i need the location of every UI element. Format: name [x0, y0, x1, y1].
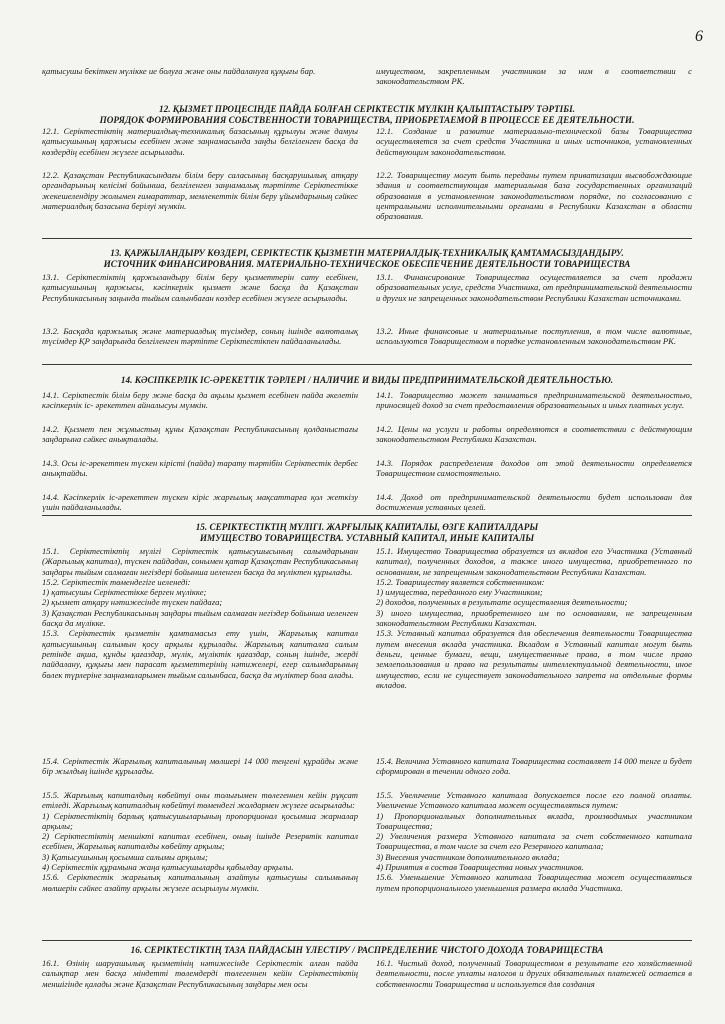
- section-12-row-2: [42, 170, 692, 221]
- paragraph-ru: 14.4. Доход от предпринимательской деятельности будет использован для достижения уставных целей.: [376, 492, 692, 513]
- paragraph-kk: 14.3. Осы іс-әрекеттен түскен кірісті (пайда) тарату тәртібін Серіктестік дербес анықтайды.: [42, 458, 358, 479]
- paragraph-ru: 15.1. Имущество Товарищества образуется из вкладов его Участника (Уставный капитал), полученных доходов, а также иного имущества, приобретенного по основаниям, не запрещенным законодательством Республики Казахстан. 15.2. Товариществу является собственником: 1) имущества, переданного ему Участником; 2) доходов, полученных в результате осуществления деятельности; 3) иного имущества, приобретенного им по основаниям, не запрещенным законодательством Республики Казахстан. 15.3. Уставный капитал образуется для обеспечения деятельности Товарищества путем внесения вклада участника. Вкладом в Уставный капитал могут быть деньги, ценные бумаги, вещи, имущественные права, в том числе право землепользования и право на результаты интеллектуальной деятельности, иное имущество, если не существует законодательного запрета на отдельные формы вкладов.: [376, 546, 692, 690]
- paragraph-kk: 15.4. Серіктестік Жарғылық капиталының мөлшері 14 000 теңгені құрайды және бір жылдың ішінде құрылады.: [42, 756, 358, 777]
- paragraph-kk: 12.2. Қазақстан Республикасындағы білім беру саласының басқарушылық атқару органдарының келісімі бойынша, белгіленген заңнамалық тәртіпте Серіктестікке жекешелендіру жолымен ғимараттар, мемлекеттік білім беру ұйымдарының сәйкес материалдық базасына берілуі мүмкін.: [42, 170, 358, 211]
- paragraph-ru: 13.2. Иные финансовые и материальные поступления, в том числе валютные, используются Товариществом в порядке установленным законодательством РК.: [376, 326, 692, 347]
- paragraph-kk: 16.1. Өзінің шаруашылық қызметінің нәтижесінде Серіктестік алған пайда салықтар мен басқа міндетті төлемдерді төлегеннен кейін Серіктестіктің меншігінде қалады және Қазақстан Республикасының заңдары мен осы: [42, 958, 358, 989]
- section-15-row-2: [42, 756, 692, 777]
- section-13-title-ru: ИСТОЧНИК ФИНАНСИРОВАНИЯ. МАТЕРИАЛЬНО-ТЕХНИЧЕСКОЕ ОБЕСПЕЧЕНИЕ ДЕЯТЕЛЬНОСТИ ТОВАРИЩЕСТВА: [103, 259, 631, 269]
- divider: [42, 238, 692, 239]
- paragraph-ru: 15.4. Величина Уставного капитала Товарищества составляет 14 000 тенге и будет сформирован в течении одного года.: [376, 756, 692, 777]
- section-15-heading: [42, 522, 692, 544]
- paragraph-kk: 14.1. Серіктестік білім беру және басқа да ақылы қызмет есебінен пайда әкелетін кәсіпкерлік іс- әрекеттен айналысуы мүмкін.: [42, 390, 358, 411]
- paragraph-ru: 13.1. Финансирование Товарищества осуществляется за счет продажи образовательных услуг, средств Участника, от предпринимательской деятельности и других не запрещенных законодательством Республики Казахстан источниками.: [376, 272, 692, 303]
- paragraph-kk: 14.2. Қызмет пен жұмыстың құны Қазақстан Республикасының қолданыстағы заңдарына сәйкес анықталады.: [42, 424, 358, 445]
- section-16-heading: [42, 945, 692, 956]
- top-left-text: қатысушы бекіткен мүлікке ие болуға және оны пайдалануға құқығы бар.: [42, 66, 316, 76]
- section-12-heading: [42, 104, 692, 126]
- section-15-title-kk: 15. СЕРІКТЕСТІКТІҢ МҮЛІГІ. ЖАРҒЫЛЫҚ КАПИТАЛЫ, ӨЗГЕ КАПИТАЛДАРЫ: [195, 522, 539, 532]
- section-15-row-1: [42, 546, 692, 690]
- section-12-title-kk: 12. ҚЫЗМЕТ ПРОЦЕСІНДЕ ПАЙДА БОЛҒАН СЕРІКТЕСТІК МҮЛКІН ҚАЛЫПТАСТЫРУ ТӘРТІБІ.: [159, 104, 575, 114]
- section-15-title-ru: ИМУЩЕСТВО ТОВАРИЩЕСТВА. УСТАВНЫЙ КАПИТАЛ, ИНЫЕ КАПИТАЛЫ: [199, 533, 535, 543]
- paragraph-ru: 14.2. Цены на услуги и работы определяются в соответствии с действующим законодательством Республики Казахстан.: [376, 424, 692, 445]
- divider: [42, 364, 692, 365]
- section-13-title-kk: 13. ҚАРЖЫЛАНДЫРУ КӨЗДЕРІ, СЕРІКТЕСТІК ҚЫЗМЕТІН МАТЕРИАЛДЫҚ-ТЕХНИКАЛЫҚ ҚАМТАМАСЫЗДАНДЫРУ.: [110, 248, 624, 258]
- section-14-heading: [42, 375, 692, 386]
- paragraph-ru: 14.3. Порядок распределения доходов от этой деятельности определяется Товариществом самостоятельно.: [376, 458, 692, 479]
- paragraph-ru: 14.1. Товарищество может заниматься предпринимательской деятельностью, приносящей доход за счет предоставления образовательных и иных платных услуг.: [376, 390, 692, 411]
- section-12-row-1: [42, 126, 692, 157]
- top-continuation: [42, 66, 692, 87]
- paragraph-kk: 13.1. Серіктестіктің қаржыландыру білім беру қызметтерін сату есебінен, қатысушының қаржысы, кәсіпкерлік қызмет және басқа да Қазақстан Республикасының заңында тыйым салынбаған көздер есебінен жүзеге асырылады.: [42, 272, 358, 303]
- paragraph-ru: 12.1. Создание и развитие материально-технической базы Товарищества осуществляется за счет средств Участника и иных источников, установленных действующим законодательством.: [376, 126, 692, 157]
- top-right-text: имуществом, закрепленным участником за ним в соответствии с законодательством РК.: [376, 66, 692, 87]
- paragraph-kk: 13.2. Басқада қаржылық және материалдық түсімдер, соның ішінде валюталық түсімдер ҚР заңдарында белгіленген тәртіпте Серіктестікпен пайдаланылады.: [42, 326, 358, 347]
- paragraph-ru: 12.2. Товариществу могут быть переданы путем приватизации высвобождающие здания и соответствующая материальная база государственных организаций образования в установленном законодательством порядке, по согласованию с центральными исполнительными органами в Республики Казахстан в области образования.: [376, 170, 692, 222]
- paragraph-kk: 15.5. Жарғылық капиталдың көбейтуі оны толығымен төлегеннен кейін рұқсат етіледі. Жарғылық капиталдың көбейтуі төмендегі жолдармен жүзеге асырылады: 1) Серіктестіктің барлық қатысушыларының пропорционал қосымша жарналар арқылы; 2) Серіктестіктің меншікті капитал есебінен, оның ішінде Резервтік капитал есебінен, Жарғылық капиталды көбейту арқылы; 3) Қатысушының қосымша салымы арқылы; 4) Серіктестік құрамына жаңа қатысушыларды қабылдау арқылы. 15.6. Серіктестік жарғылық капиталының азайтуы қатысушы салымының мөлшерін сәйкес азайту арқылы жүзеге асырылуы мүмкін.: [42, 790, 358, 893]
- page-number: 6: [695, 28, 703, 45]
- section-14-row-3: [42, 458, 692, 479]
- section-16-title: 16. СЕРІКТЕСТІКТІҢ ТАЗА ПАЙДАСЫН ҮЛЕСТІРУ / РАСПРЕДЕЛЕНИЕ ЧИСТОГО ДОХОДА ТОВАРИЩЕСТВА: [130, 945, 604, 955]
- section-14-row-1: [42, 390, 692, 411]
- section-12-title-ru: ПОРЯДОК ФОРМИРОВАНИЯ СОБСТВЕННОСТИ ТОВАРИЩЕСТВА, ПРИОБРЕТАЕМОЙ В ПРОЦЕССЕ ЕЕ ДЕЯТЕЛЬНОСТИ.: [99, 115, 635, 125]
- section-14-row-4: [42, 492, 692, 513]
- section-13-heading: [42, 248, 692, 270]
- section-15-row-3: [42, 790, 692, 893]
- section-16-row-1: [42, 958, 692, 989]
- section-13-row-2: [42, 326, 692, 347]
- paragraph-ru: 15.5. Увеличение Уставного капитала допускается после его полной оплаты. Увеличение Уставного капитала может осуществляться путем: 1) Пропорциональных дополнительных вклада, производимых участником Товарищества; 2) Увеличения размера Уставного капитала за счет собственного капитала Товарищества, в том числе за счет его Резервного капитала; 3) Внесения участником дополнительного вклада; 4) Принятия в состав Товарищества новых участников. 15.6. Уменьшение Уставного капитала Товарищества может осуществляться путем пропорционального уменьшения размера вклада Участника.: [376, 790, 692, 893]
- section-13-row-1: [42, 272, 692, 303]
- paragraph-kk: 12.1. Серіктестіктің материалдық-техникалық базасының құрылуы және дамуы қатысушының қаржысы есебінен және заңнамасында заңды белгіленген басқа да көздердің есебінен жүзеге асырылады.: [42, 126, 358, 157]
- paragraph-kk: 15.1. Серіктестіктің мүлігі Серіктестік қатысушысының салымдарынан (Жарғылық капитал), түскен пайдадан, сонымен қатар Қазақстан Республикасының заңдары тыйым салмаған негіздері бойынша иеленген басқа да мүліктен құрылады. 15.2. Серіктестік төмендегіге иеленеді: 1) қатысушы Серіктестікке берген мүлікке; 2) қызмет атқару нәтижесінде түскен пайдаға; 3) Қазақстан Республикасының заңдары тыйым салмаған негіздер бойынша иеленген басқа да мүлікке. 15.3. Серіктестік қызметін қамтамасыз ету үшін, Жарғылық капитал қатысушының салымын қосу арқылы құрылады. Жарғылық капиталға салым ретінде ақша, құнды қағаздар, мүлік, мүліктік қағаздар, соның ішінде, жерді пайдалану, құқығы мен парасат қызметтерінің нәтижелері, егер салымдарының бөлек түрлеріне заңнамаларымен тыйым салынбаса, басқа да мүліктер бола алады.: [42, 546, 358, 680]
- paragraph-kk: 14.4. Кәсіпкерлік іс-әрекеттен түскен кіріс жарғылық мақсаттарға қол жеткізу үшін пайдаланылады.: [42, 492, 358, 513]
- divider: [42, 515, 692, 516]
- section-14-title: 14. КӘСІПКЕРЛІК ІС-ӘРЕКЕТТІК ТӘРЛЕРІ / НАЛИЧИЕ И ВИДЫ ПРЕДПРИНИМАТЕЛЬСКОЙ ДЕЯТЕЛЬНОСТЬЮ.: [120, 375, 614, 385]
- paragraph-ru: 16.1. Чистый доход, полученный Товариществом в результате его хозяйственной деятельности, после уплаты налогов и других обязательных платежей остается в собственности Товарищества и используется для создания: [376, 958, 692, 989]
- section-14-row-2: [42, 424, 692, 445]
- divider: [42, 940, 692, 941]
